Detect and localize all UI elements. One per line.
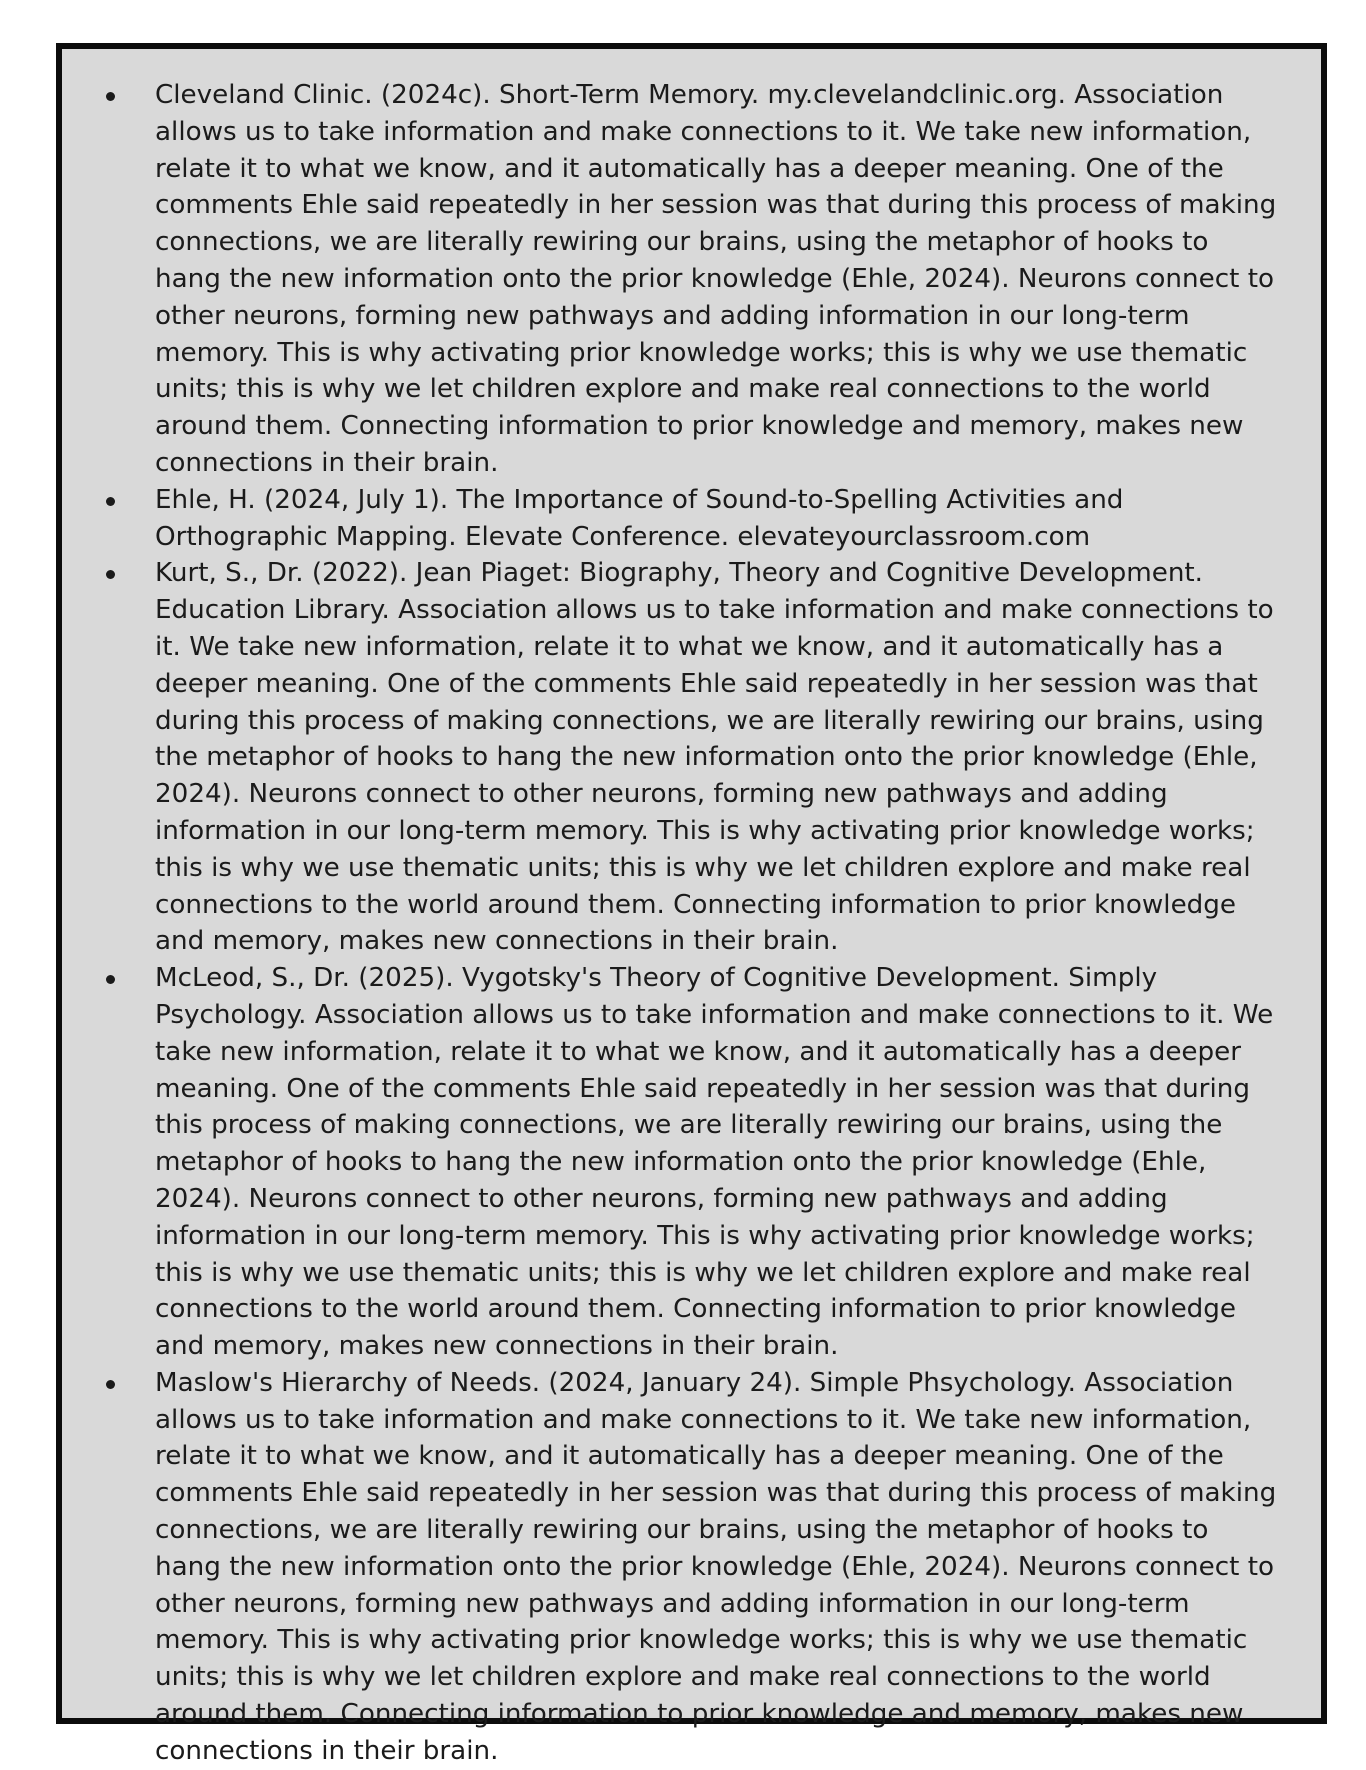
bullet-icon bbox=[106, 975, 115, 984]
bullet-icon bbox=[106, 570, 115, 579]
reference-item-maslow bbox=[106, 1365, 1281, 1770]
bullet-icon bbox=[106, 92, 115, 101]
reference-text: Cleveland Clinic. (2024c). Short-Term Memory. my.clevelandclinic.org. Association allows us to take information and make connections to it. We take new information, relate it to what we know, and it automatically has a deeper meaning. One of the comments Ehle said repeatedly in her session was that during this process of making connections, we are literally rewiring our brains, using the metaphor of hooks to hang the new information onto the prior knowledge (Ehle, 2024). Neurons connect to other neurons, forming new pathways and adding information in our long-term memory. This is why activating prior knowledge works; this is why we use thematic units; this is why we let children explore and make real connections to the world around them. Connecting information to prior knowledge and memory, makes new connections in their brain. bbox=[155, 80, 1277, 478]
reference-item-cleveland-clinic bbox=[106, 77, 1281, 482]
reference-item-mcleod bbox=[106, 960, 1281, 1365]
reference-panel bbox=[56, 43, 1327, 1766]
reference-list bbox=[62, 49, 1321, 1770]
bullet-icon bbox=[106, 1380, 115, 1389]
reference-text: Ehle, H. (2024, July 1). The Importance of Sound-to-Spelling Activities and Orthographic Mapping. Elevate Conference. elevateyourclassroom.com bbox=[155, 484, 1124, 552]
bullet-icon bbox=[106, 497, 115, 506]
reference-text: McLeod, S., Dr. (2025). Vygotsky's Theory of Cognitive Development. Simply Psychology. Association allows us to take information and make connections to it. We take new information, relate it to what we know, and it automatically has a deeper meaning. One of the comments Ehle said repeatedly in her session was that during this process of making connections, we are literally rewiring our brains, using the metaphor of hooks to hang the new information onto the prior knowledge (Ehle, 2024). Neurons connect to other neurons, forming new pathways and adding information in our long-term memory. This is why activating prior knowledge works; this is why we use thematic units; this is why we let children explore and make real connections to the world around them. Connecting information to prior knowledge and memory, makes new connections in their brain. bbox=[155, 963, 1274, 1362]
reference-item-ehle bbox=[106, 482, 1281, 556]
reference-text: Kurt, S., Dr. (2022). Jean Piaget: Biography, Theory and Cognitive Development. Education Library. Association allows us to take information and make connections to it. We take new information, relate it to what we know, and it automatically has a deeper meaning. One of the comments Ehle said repeatedly in her session was that during this process of making connections, we are literally rewiring our brains, using the metaphor of hooks to hang the new information onto the prior knowledge (Ehle, 2024). Neurons connect to other neurons, forming new pathways and adding information in our long-term memory. This is why activating prior knowledge works; this is why we use thematic units; this is why we let children explore and make real connections to the world around them. Connecting information to prior knowledge and memory, makes new connections in their brain. bbox=[155, 558, 1274, 957]
reference-text: Maslow's Hierarchy of Needs. (2024, January 24). Simple Phsychology. Association allows us to take information and make connections to it. We take new information, relate it to what we know, and it automatically has a deeper meaning. One of the comments Ehle said repeatedly in her session was that during this process of making connections, we are literally rewiring our brains, using the metaphor of hooks to hang the new information onto the prior knowledge (Ehle, 2024). Neurons connect to other neurons, forming new pathways and adding information in our long-term memory. This is why activating prior knowledge works; this is why we use thematic units; this is why we let children explore and make real connections to the world around them. Connecting information to prior knowledge and memory, makes new connections in their brain. bbox=[155, 1367, 1277, 1766]
reference-item-kurt bbox=[106, 555, 1281, 960]
